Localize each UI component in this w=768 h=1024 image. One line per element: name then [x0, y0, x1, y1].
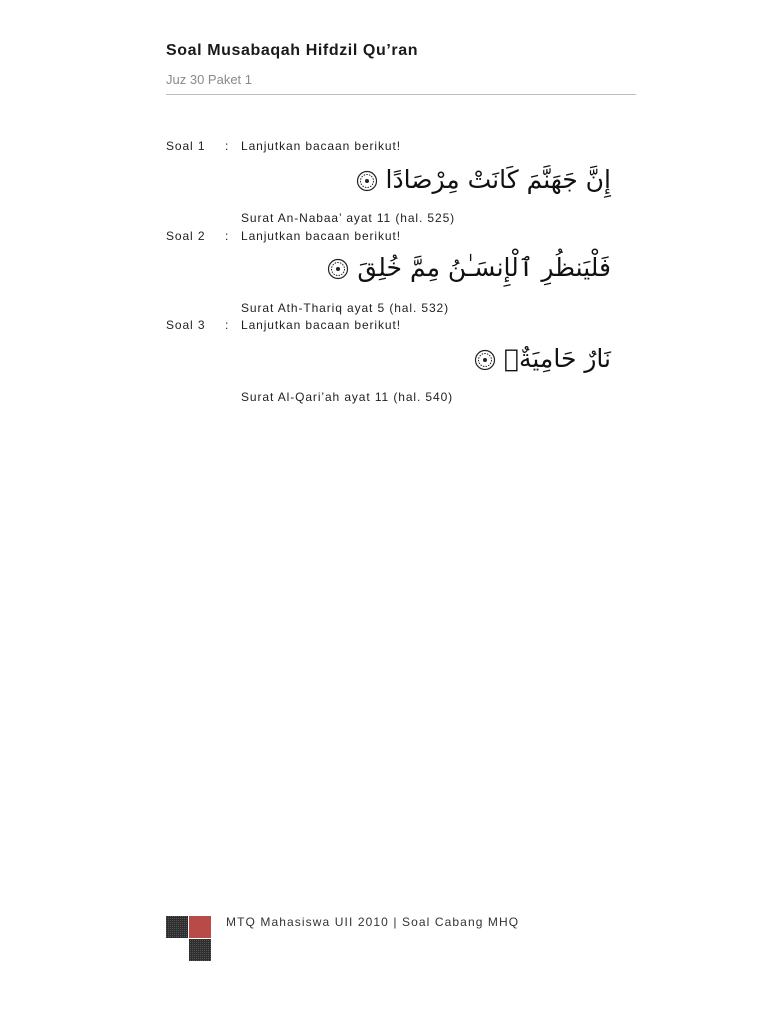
page-title: Soal Musabaqah Hifdzil Qu’ran — [166, 42, 419, 59]
verse-reference: Surat Ath-Thariq ayat 5 (hal. 532) — [241, 301, 450, 315]
arabic-verse — [327, 253, 611, 282]
ayah-end-marker-icon — [327, 258, 349, 280]
logo-square-red — [189, 916, 211, 938]
arabic-verse-text: نَارٌ حَامِيَةٌۢ — [503, 344, 611, 373]
question-instruction: Lanjutkan bacaan berikut! — [241, 318, 401, 332]
verse-reference: Surat Al-Qari’ah ayat 11 (hal. 540) — [241, 390, 454, 404]
page-subtitle: Juz 30 Paket 1 — [166, 72, 252, 87]
footer-logo-icon — [166, 916, 212, 962]
arabic-verse — [356, 165, 611, 194]
question-2 — [166, 229, 636, 315]
verse-reference: Surat An-Nabaa’ ayat 11 (hal. 525) — [241, 211, 456, 225]
question-row — [166, 318, 636, 334]
question-colon: : — [225, 139, 230, 153]
question-colon: : — [225, 318, 230, 332]
question-row — [166, 139, 636, 155]
ayah-end-marker-icon — [356, 170, 378, 192]
header-divider — [166, 94, 636, 95]
arabic-verse — [474, 344, 611, 373]
question-label: Soal 3 — [166, 318, 206, 332]
footer-text: MTQ Mahasiswa UII 2010 | Soal Cabang MHQ — [226, 915, 520, 929]
question-row — [166, 229, 636, 245]
logo-square-dark-top — [166, 916, 188, 938]
arabic-verse-text: فَلْيَنظُرِ ٱلْإِنسَـٰنُ مِمَّ خُلِقَ — [357, 253, 611, 282]
logo-square-dark-bottom — [189, 939, 211, 961]
question-instruction: Lanjutkan bacaan berikut! — [241, 139, 401, 153]
ayah-end-marker-icon — [474, 349, 496, 371]
question-label: Soal 2 — [166, 229, 206, 243]
question-1 — [166, 139, 636, 225]
question-3 — [166, 318, 636, 404]
question-instruction: Lanjutkan bacaan berikut! — [241, 229, 401, 243]
question-label: Soal 1 — [166, 139, 206, 153]
arabic-verse-text: إِنَّ جَهَنَّمَ كَانَتْ مِرْصَادًا — [385, 165, 611, 194]
question-colon: : — [225, 229, 230, 243]
